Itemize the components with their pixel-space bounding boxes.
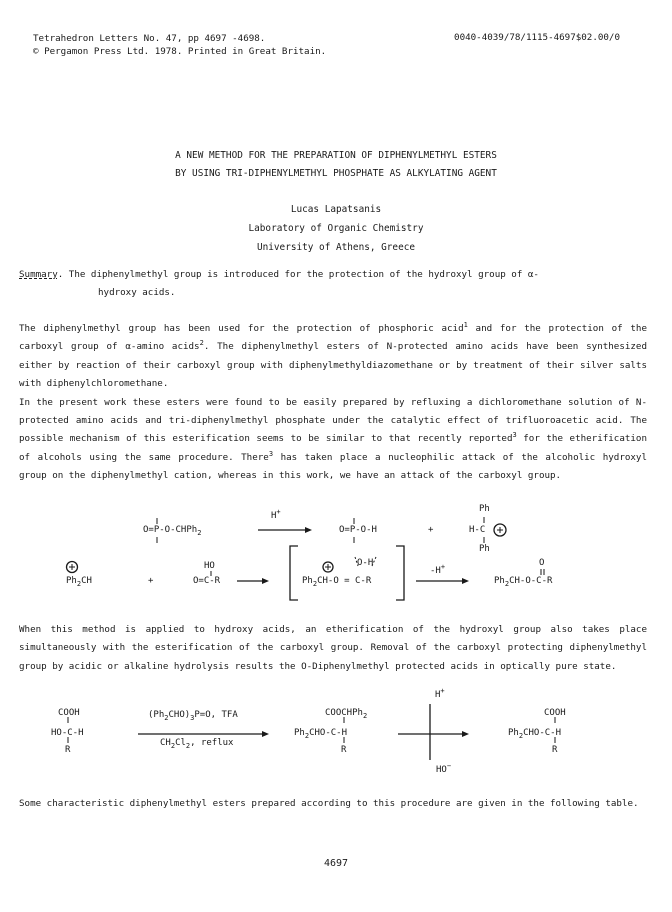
scheme1-minus-h: -H+ [430, 563, 446, 576]
scheme1-carboxylic-acid: O=C-R [193, 576, 221, 586]
para1-sentence-3: . The diphenylmethyl esters of N-protected amino acids have been synthesized either by reaction of their carboxyl group with diphenylmethyldiazomethane or by treatment of their silver salts with diphenylchloromethane. [19, 341, 647, 390]
reference-3b: 3 [268, 449, 274, 458]
scheme2-product-cooh: COOH [544, 708, 566, 718]
author-name: Lucas Lapatsanis [290, 204, 382, 215]
scheme1-phosphate-ester: O=P-O-CHPh$_2$ [143, 525, 202, 537]
scheme2-cooh: COOH [58, 708, 80, 718]
para1-sentence-4: In the present work these esters were found to be easily prepared by refluxing a dichloromethane solution of N-protected amino acids and tri-diphenylmethyl phosphate under the catalytic effect of trifluoroacetic acid. The possible mechanism of this esterification seems to be similar to that recently reported [19, 396, 647, 445]
scheme1-cation-mid: H-C [469, 525, 486, 535]
scheme1-carbocation: $Ph_2CH$ [66, 576, 92, 588]
scheme2-solvent: $CH_2Cl_2$, reflux [160, 738, 234, 750]
scheme1-product: $Ph_2CH-O-C-R$ [494, 576, 553, 588]
scheme1-product-o: O [539, 558, 545, 568]
scheme2-ester-mid: $Ph_2CHO-C-H$ [294, 728, 347, 740]
scheme1-acid-ho: HO [204, 561, 215, 571]
title-line-1: A NEW METHOD FOR THE PREPARATION OF DIPHENYLMETHYL ESTERS [175, 150, 497, 161]
para1-sentence-6: has taken place a nucleophilic attack of the alcoholic hydroxyl group on the diphenylmethyl cation, whereas in this work, we have an attack of the carboxyl group. [19, 451, 647, 482]
reference-1: 1 [463, 321, 468, 329]
scheme2-ester-r: R [341, 745, 347, 755]
scheme2-product-mid: $Ph_2CHO-C-H$ [508, 728, 561, 740]
scheme1-plus: + [428, 525, 434, 535]
page-number: 4697 [323, 858, 349, 869]
scheme1-intermediate-oh: O-H [357, 558, 374, 568]
journal-line: Tetrahedron Letters No. 47, pp 4697 -4698. [33, 33, 266, 44]
scheme2-product-r: R [552, 745, 558, 755]
scheme1-phosphoric-acid: O=P-O-H [339, 525, 377, 535]
paragraph-table-intro: Some characteristic diphenylmethyl esters prepared according to this procedure are given in the following table. [19, 798, 639, 809]
paragraph-hydroxy-acids: When this method is applied to hydroxy acids, an etherification of the hydroxyl group also takes place simultaneously with the esterification of the carboxyl group. Removal of the carboxyl protecting diphenylmethyl group by acidic or alkaline hydrolysis results the O-Diphenylmethyl protected acids in optically pure state. [19, 624, 647, 672]
scheme2-ho-minus: HO− [436, 762, 452, 775]
para1-sentence-1: The diphenylmethyl group has been used for the protection of phosphoric acid [19, 323, 464, 334]
scheme2-reagent: $(Ph_2CHO)_3P=O$, TFA [148, 710, 238, 722]
summary-text-1: . The diphenylmethyl group is introduced for the protection of the hydroxyl group of α- [57, 269, 539, 280]
reference-3: 3 [512, 431, 517, 440]
scheme2-h-plus: H+ [435, 687, 445, 700]
scheme1-h-plus: H+ [271, 508, 281, 521]
scheme2-hoch: HO-C-H [51, 728, 84, 738]
scheme1-cation-top: Ph [479, 504, 490, 514]
summary-label: Summary [19, 269, 58, 280]
author-university: University of Athens, Greece [256, 242, 416, 253]
scheme2-r: R [65, 745, 71, 755]
reference-2: 2 [199, 339, 204, 348]
scheme1-intermediate: $Ph_2CH-O = C-R$ [302, 576, 372, 588]
publisher-line: © Pergamon Press Ltd. 1978. Printed in Great Britain. [33, 46, 327, 57]
title-line-2: BY USING TRI-DIPHENYLMETHYL PHOSPHATE AS ALKYLATING AGENT [175, 168, 497, 179]
author-lab: Laboratory of Organic Chemistry [248, 223, 424, 234]
article-code: 0040-4039/78/1115-4697$02.00/0 [454, 32, 620, 43]
scheme2-ester-top: COOCHPh$_2$ [325, 708, 368, 720]
summary-text-2: hydroxy acids. [98, 287, 176, 298]
scheme1-plus-2: + [148, 576, 154, 586]
para1-sentence-2: and for the protection of the carboxyl group of α-amino acids [19, 323, 647, 353]
scheme1-cation-bottom: Ph [479, 544, 490, 554]
para1-sentence-5: for the etherification of alcohols using the same procedure. There [19, 433, 647, 463]
